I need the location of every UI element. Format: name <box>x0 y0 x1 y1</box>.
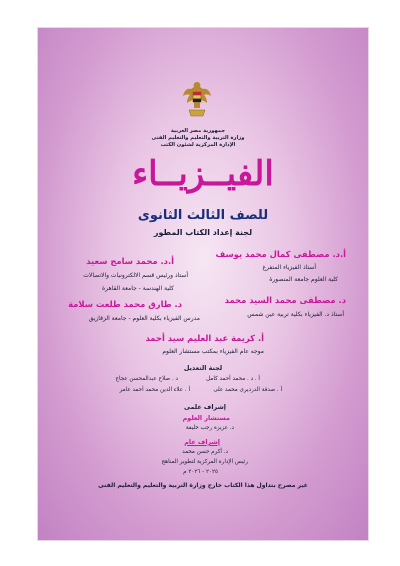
scientific-supervision-label: إشراف علمى <box>183 403 226 411</box>
author-2-title: أستاذ ورئيس قسم الالكترونيات والاتصالات <box>83 272 188 279</box>
revision-committee-label: لجنة التعديل <box>183 364 223 372</box>
revision-member-3: أ . صدقة الدرديرى محمد على <box>213 387 282 393</box>
author-1-name: أ.د. مصطفى كمال محمد يوسف <box>215 249 346 259</box>
author-1-title: أستاذ الفيزياء المتفرغ <box>262 264 316 271</box>
revision-member-2: د . صلاح عبدالمحسن عجاج <box>115 376 178 382</box>
author-2-affiliation: كلية الهندسة - جامعة القاهرة <box>102 285 174 292</box>
author-2-name: أ.د. محمد سامح سعيد <box>86 256 174 266</box>
author-5-name: أ. كريمة عبد العليم سيد أحمد <box>145 333 264 343</box>
author-5-title: موجه عام الفيزياء بمكتب مستشار العلوم <box>162 348 264 355</box>
academic-year: ٢٠٢٥ - ٢٠٢٦ م <box>183 469 218 475</box>
department-text: الإدارة المركزية لشئون الكتب <box>160 142 236 148</box>
general-supervisor-name: د. أكرم حسن محمد <box>182 449 228 455</box>
author-1-affiliation: كلية العلوم جامعة المنصورة <box>269 276 338 283</box>
grade-subtitle: للصف الثالث الثانوى <box>137 208 269 223</box>
author-4-title: مدرس الفيزياء بكلية العلوم - جامعة الزقازيق <box>88 315 200 322</box>
general-supervisor-role: رئيس الإدارة المركزية لتطوير المناهج <box>161 459 248 465</box>
revision-member-1: أ . د . محمد أحمد كامل <box>206 376 260 382</box>
ministry-text: وزارة التربية والتعليم والتعليم الفنى <box>151 135 245 141</box>
eagle-emblem-icon <box>182 78 212 120</box>
country-text: جمهورية مصر العربية <box>170 128 226 134</box>
scientific-supervisor-name: د. عزيزة رجب خليفة <box>185 425 234 431</box>
committee-label: لجنة إعداد الكتاب المطور <box>153 228 253 237</box>
author-3-name: د. مصطفى محمد السيد محمد <box>224 295 346 305</box>
general-supervision-label: إشراف عام <box>184 438 220 446</box>
circulation-notice: غير مصرح بتداول هذا الكتاب خارج وزارة التربية والتعليم والتعليم الفنى <box>98 482 308 489</box>
book-title: الفيــزيــاء <box>132 154 274 194</box>
revision-member-4: أ . علاء الدين محمد أحمد عامر <box>119 387 190 393</box>
book-cover <box>38 28 368 540</box>
author-4-name: د. طارق محمد طلعت سلامة <box>68 299 182 309</box>
ministry-header <box>150 128 246 149</box>
science-advisor-office: مستشار العلوم <box>182 414 230 422</box>
author-3-title: أستاذ د. الفيزياء بكلية تربية عين شمس <box>247 311 344 318</box>
